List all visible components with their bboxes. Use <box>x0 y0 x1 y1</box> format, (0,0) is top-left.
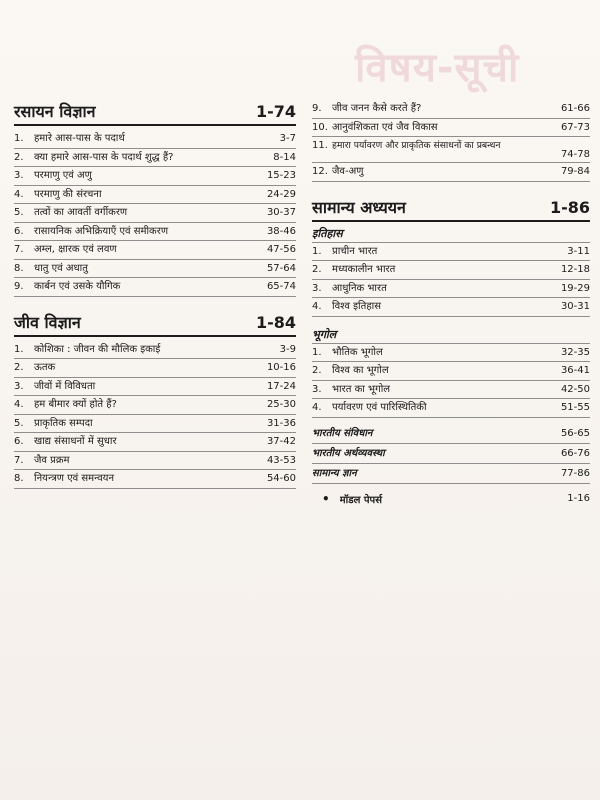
item-number: 8. <box>14 262 24 274</box>
section-title: रसायन विज्ञान <box>14 102 96 121</box>
toc-item[interactable] <box>14 186 296 205</box>
item-pages: 1-16 <box>567 493 590 504</box>
item-number: 4. <box>14 188 24 200</box>
toc-item[interactable] <box>14 223 296 242</box>
item-pages: 51-55 <box>560 402 590 413</box>
section-title: सामान्य अध्ययन <box>312 197 406 217</box>
item-title: भारतीय संविधान <box>312 427 373 439</box>
item-title: परमाणु की संरचना <box>34 188 102 200</box>
toc-item[interactable] <box>14 396 296 415</box>
item-pages: 31-36 <box>266 417 296 429</box>
item-title: विश्व का भूगोल <box>332 365 389 376</box>
item-number: 2. <box>14 151 24 163</box>
item-pages: 15-23 <box>266 170 296 181</box>
toc-item[interactable] <box>312 444 590 464</box>
item-number: 11. <box>312 140 328 151</box>
item-number: 1. <box>312 245 322 257</box>
item-pages: 74-78 <box>560 149 590 160</box>
section-page-range: 1-86 <box>549 197 590 217</box>
biology-continued-list <box>312 100 590 182</box>
left-column <box>14 100 296 489</box>
item-title: सामान्य ज्ञान <box>312 467 357 479</box>
model-papers-item[interactable] <box>312 488 590 510</box>
item-title: भारत का भूगोल <box>332 383 391 395</box>
item-title: प्राकृतिक सम्पदा <box>34 417 93 429</box>
item-title: कोशिका : जीवन की मौलिक इकाई <box>34 343 161 355</box>
item-title: तत्वों का आवर्ती वर्गीकरण <box>34 207 128 218</box>
item-title: रासायनिक अभिक्रियाएँ एवं समीकरण <box>34 225 169 237</box>
toc-item[interactable] <box>312 381 590 400</box>
item-number: 7. <box>14 454 24 466</box>
item-number: 1. <box>14 343 24 355</box>
other-topics-list <box>312 424 590 484</box>
item-pages: 8-14 <box>273 151 296 163</box>
toc-item[interactable] <box>14 278 296 297</box>
item-title: आधुनिक भारत <box>332 282 387 294</box>
item-title: जीवों में विविधता <box>34 380 96 392</box>
item-number: 9. <box>14 281 24 292</box>
section-title: जीव विज्ञान <box>14 312 81 332</box>
item-pages: 24-29 <box>266 188 296 200</box>
item-pages: 17-24 <box>266 380 296 392</box>
item-number: 2. <box>14 362 24 373</box>
history-subheading: इतिहास <box>312 226 590 243</box>
item-pages: 37-42 <box>266 436 296 447</box>
item-pages: 10-16 <box>266 362 296 373</box>
toc-item[interactable] <box>14 149 296 168</box>
item-number: 12. <box>312 166 328 177</box>
item-title: परमाणु एवं अणु <box>34 170 92 181</box>
general-studies-section-header <box>312 196 590 222</box>
item-title: धातु एवं अधातु <box>34 262 88 274</box>
item-number: 4. <box>312 402 322 413</box>
item-title: आनुवंशिकता एवं जैव विकास <box>332 121 438 133</box>
spacer <box>14 297 296 311</box>
toc-item[interactable] <box>14 167 296 186</box>
item-title: जीव जनन कैसे करते हैं? <box>332 103 422 114</box>
item-title: खाद्य संसाधनों में सुधार <box>34 436 117 447</box>
item-number: 8. <box>14 473 24 484</box>
item-number: 2. <box>312 264 322 275</box>
section-page-range: 1-74 <box>255 102 296 121</box>
item-pages: 42-50 <box>560 383 590 395</box>
item-pages: 3-9 <box>279 343 296 355</box>
toc-item[interactable] <box>14 378 296 397</box>
toc-item[interactable] <box>312 261 590 280</box>
item-title: ऊतक <box>34 362 56 373</box>
item-pages: 25-30 <box>266 399 296 410</box>
toc-item[interactable] <box>312 163 590 182</box>
item-number: 10. <box>312 121 328 133</box>
toc-item[interactable] <box>14 415 296 434</box>
item-pages: 57-64 <box>266 262 296 274</box>
biology-section-header <box>14 311 296 337</box>
item-title: प्राचीन भारत <box>332 245 378 257</box>
item-number: 1. <box>14 133 24 144</box>
item-number: 3. <box>312 282 322 294</box>
item-title: भौतिक भूगोल <box>332 346 383 358</box>
item-title: विश्व इतिहास <box>332 301 381 312</box>
item-title: पर्यावरण एवं पारिस्थितिकी <box>332 402 427 413</box>
toc-item[interactable] <box>14 433 296 452</box>
item-title: मॉडल पेपर्स <box>339 494 382 506</box>
toc-item[interactable] <box>14 452 296 471</box>
item-pages: 38-46 <box>266 225 296 237</box>
item-title: क्या हमारे आस-पास के पदार्थ शुद्ध हैं? <box>34 151 174 163</box>
toc-item[interactable] <box>312 464 590 484</box>
chemistry-list <box>14 130 296 297</box>
toc-item[interactable] <box>14 241 296 260</box>
item-title: कार्बन एवं उसके यौगिक <box>34 281 121 292</box>
spacer <box>312 182 590 196</box>
item-number: 4. <box>14 399 24 410</box>
toc-item[interactable] <box>312 119 590 138</box>
right-column <box>312 100 590 510</box>
biology-list <box>14 341 296 489</box>
toc-item[interactable] <box>312 100 590 119</box>
toc-item[interactable] <box>312 298 590 317</box>
item-pages: 3-11 <box>567 245 590 257</box>
item-title: जैव-अणु <box>332 166 364 177</box>
item-pages: 43-53 <box>266 454 296 466</box>
toc-item[interactable] <box>312 243 590 262</box>
toc-item[interactable] <box>312 362 590 381</box>
item-title: हमारा पर्यावरण और प्राकृतिक संसाधनों का प्रबन्धन <box>332 140 501 151</box>
item-pages: 30-37 <box>266 207 296 218</box>
item-number: 5. <box>14 417 24 429</box>
toc-item[interactable] <box>312 280 590 299</box>
toc-item[interactable] <box>14 130 296 149</box>
item-number: 3. <box>14 170 24 181</box>
spacer <box>312 317 590 323</box>
chemistry-section-header <box>14 100 296 126</box>
item-pages: 79-84 <box>560 166 590 177</box>
item-title: भारतीय अर्थव्यवस्था <box>312 447 385 459</box>
toc-item[interactable] <box>312 424 590 444</box>
item-number: 1. <box>312 346 322 358</box>
item-pages: 65-74 <box>266 281 296 292</box>
item-pages: 30-31 <box>560 301 590 312</box>
toc-item[interactable] <box>312 137 590 163</box>
item-pages: 54-60 <box>266 473 296 484</box>
toc-item[interactable] <box>14 341 296 360</box>
item-pages: 61-66 <box>560 103 590 114</box>
item-number: 7. <box>14 244 24 255</box>
item-title: जैव प्रक्रम <box>34 454 70 466</box>
item-pages: 36-41 <box>560 365 590 376</box>
geography-list <box>312 344 590 418</box>
item-title: हम बीमार क्यों होते हैं? <box>34 399 117 410</box>
faded-page-title: विषय-सूची <box>355 45 520 91</box>
item-pages: 56-65 <box>560 427 590 439</box>
history-list <box>312 243 590 317</box>
item-title: नियन्त्रण एवं समन्वयन <box>34 473 115 484</box>
item-pages: 66-76 <box>560 447 590 459</box>
item-pages: 19-29 <box>560 282 590 294</box>
item-pages: 67-73 <box>560 121 590 133</box>
toc-item[interactable] <box>312 344 590 363</box>
toc-item[interactable] <box>14 359 296 378</box>
toc-item[interactable] <box>14 204 296 223</box>
geography-subheading: भूगोल <box>312 327 590 344</box>
item-title: हमारे आस-पास के पदार्थ <box>34 133 125 144</box>
item-number: 3. <box>14 380 24 392</box>
item-number: 6. <box>14 225 24 237</box>
item-number: 5. <box>14 207 24 218</box>
section-page-range: 1-84 <box>255 312 296 332</box>
item-number: 2. <box>312 365 322 376</box>
item-number: 4. <box>312 301 322 312</box>
bullet-icon: • <box>322 491 330 506</box>
item-pages: 47-56 <box>266 244 296 255</box>
item-number: 3. <box>312 383 322 395</box>
item-title: अम्ल, क्षारक एवं लवण <box>34 244 117 255</box>
toc-item[interactable] <box>14 260 296 279</box>
toc-item[interactable] <box>14 470 296 489</box>
item-pages: 77-86 <box>560 467 590 479</box>
item-title: मध्यकालीन भारत <box>332 264 396 275</box>
item-number: 6. <box>14 436 24 447</box>
item-number: 9. <box>312 103 322 114</box>
item-pages: 32-35 <box>560 346 590 358</box>
item-pages: 3-7 <box>279 133 296 144</box>
item-pages: 12-18 <box>560 264 590 275</box>
toc-item[interactable] <box>312 399 590 418</box>
